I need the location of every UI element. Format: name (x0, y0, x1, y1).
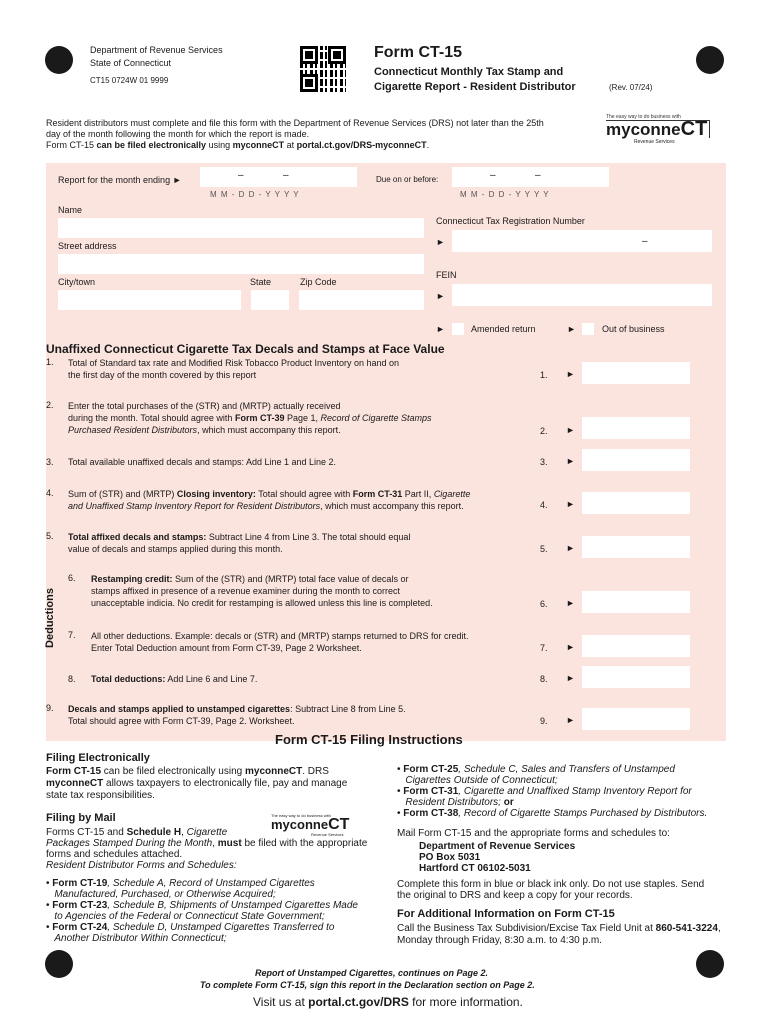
revision-date: (Rev. 07/24) (609, 83, 653, 92)
line-3-number: 3. (46, 457, 54, 467)
intro-line3: Form CT-15 can be filed electronically using myconneCT at portal.ct.gov/DRS-myconneCT. (46, 140, 430, 150)
line-1-number: 1. (46, 357, 54, 367)
line-3-text: Total available unaffixed decals and stamps: Add Line 1 and Line 2. (68, 457, 337, 467)
month-date-format: M M - D D - Y Y Y Y (210, 190, 300, 199)
line-7-ref: 7. (540, 643, 548, 653)
filing-electronically-heading: Filing Electronically (46, 752, 150, 764)
due-date-format: M M - D D - Y Y Y Y (460, 190, 550, 199)
line-7-number: 7. (68, 630, 76, 640)
line-5-ref: 5. (540, 544, 548, 554)
line-1-ref: 1. (540, 370, 548, 380)
myconnect-logo-small: The easy way to do business with myconneCT Revenue Services (271, 813, 350, 837)
left-schedule-list (46, 878, 376, 944)
footer-visit: Visit us at portal.ct.gov/DRS for more information. (253, 995, 523, 1009)
line-4-number: 4. (46, 488, 54, 498)
amended-arrow: ► (436, 324, 445, 334)
state-field[interactable] (251, 290, 289, 310)
amended-return-checkbox[interactable] (452, 323, 464, 335)
qr-code (300, 46, 346, 92)
fein-label: FEIN (436, 270, 457, 280)
line-5-amount[interactable] (582, 536, 690, 558)
line-6-arrow: ► (566, 598, 575, 608)
line-1-amount[interactable] (582, 362, 690, 384)
form-subtitle-line2: Cigarette Report - Resident Distributor (374, 81, 576, 93)
list-item: • Form CT-25, Schedule C, Sales and Transfers of Unstamped Cigarettes Outside of Connecticut; (397, 764, 675, 786)
out-of-business-arrow: ► (567, 324, 576, 334)
name-field[interactable] (58, 218, 424, 238)
intro-line2: day of the month following the month for which the report is made. (46, 129, 310, 139)
line-7-arrow: ► (566, 642, 575, 652)
month-label: Report for the month ending ► (58, 175, 182, 185)
line-4-amount[interactable] (582, 492, 690, 514)
tax-registration-arrow: ► (436, 237, 445, 247)
street-field[interactable] (58, 254, 424, 274)
form-title: Form CT-15 (374, 44, 463, 61)
portal-link[interactable]: portal.ct.gov/DRS-myconneCT (296, 140, 427, 150)
line-9-number: 9. (46, 703, 54, 713)
line-8-arrow: ► (566, 673, 575, 683)
line-6-text: Restamping credit: Sum of the (STR) and (MRTP) total face value of decals or stamps affixed in presence of a revenue examiner during the month to correct unacceptable indicia. No credit for restamping is allowed unless this line is completed. (91, 574, 433, 608)
line-7-text: All other deductions. Example: decals or (STR) and (MRTP) stamps returned to DRS for credit. Enter Total Deduction amount from Form CT-39, Page 2 Worksheet. (91, 631, 469, 653)
out-of-business-label: Out of business (602, 324, 665, 334)
line-2-amount[interactable] (582, 417, 690, 439)
mailing-address: Department of Revenue Services PO Box 5031 Hartford CT 06102-5031 (419, 841, 576, 874)
line-4-arrow: ► (566, 499, 575, 509)
zip-field[interactable] (299, 290, 424, 310)
tax-registration-field[interactable]: – (452, 230, 712, 252)
line-8-text: Total deductions: Add Line 6 and Line 7. (91, 674, 258, 684)
month-ending-field[interactable]: – – (200, 167, 357, 187)
myconnect-logo: The easy way to do business with myconneCT Revenue Services (606, 114, 726, 148)
line-6-number: 6. (68, 573, 76, 583)
filing-by-mail-heading: Filing by Mail (46, 812, 116, 824)
amended-return-label: Amended return (471, 324, 536, 334)
intro-line1: Resident distributors must complete and file this form with the Department of Revenue Services (DRS) not later than the 25th (46, 118, 544, 128)
line-2-number: 2. (46, 400, 54, 410)
list-item: • Form CT-24, Schedule D, Unstamped Cigarettes Transferred to Another Distributor Within Connecticut; (46, 922, 335, 944)
registration-mark-bottom-left (45, 950, 73, 978)
list-item: • Form CT-23, Schedule B, Shipments of Unstamped Cigarettes Made to Agencies of the Federal or Connecticut State Government; (46, 900, 358, 922)
instructions-title: Form CT-15 Filing Instructions (275, 732, 463, 747)
mail-to-text: Mail Form CT-15 and the appropriate forms and schedules to: (397, 828, 670, 839)
line-8-number: 8. (68, 674, 76, 684)
registration-mark-top-right (696, 46, 724, 74)
line-3-ref: 3. (540, 457, 548, 467)
tax-registration-label: Connecticut Tax Registration Number (436, 216, 585, 226)
line-9-amount[interactable] (582, 708, 690, 730)
line-2-text: Enter the total purchases of the (STR) and (MRTP) actually received during the month. Total should agree with Form CT-39 Page 1, Record of Cigarette Stamps Purchased Resident Distributors, which must accompany this report. (68, 401, 432, 435)
list-item: • Form CT-19, Schedule A, Record of Unstamped Cigarettes Manufactured, Purchased, or Otherwise Acquired; (46, 878, 315, 900)
list-item: • Form CT-38, Record of Cigarette Stamps Purchased by Distributors. (397, 808, 708, 819)
street-label: Street address (58, 241, 117, 251)
state-label: State (250, 277, 272, 287)
deductions-label: Deductions (44, 588, 56, 648)
form-subtitle-line1: Connecticut Monthly Tax Stamp and (374, 66, 564, 78)
fein-field[interactable] (452, 284, 712, 306)
line-5-number: 5. (46, 531, 54, 541)
out-of-business-checkbox[interactable] (582, 323, 594, 335)
line-8-ref: 8. (540, 674, 548, 684)
line-6-ref: 6. (540, 599, 548, 609)
additional-info-heading: For Additional Information on Form CT-15 (397, 908, 615, 920)
line-1-arrow: ► (566, 369, 575, 379)
state-name: State of Connecticut (90, 58, 172, 68)
line-5-text: Total affixed decals and stamps: Subtract Line 4 from Line 3. The total should equal value of decals and stamps applied during this month. (68, 532, 411, 554)
section-title: Unaffixed Connecticut Cigarette Tax Decals and Stamps at Face Value (46, 342, 445, 356)
ink-instructions: Complete this form in blue or black ink only. Do not use staples. Send the original to DRS and keep a copy for your records. (397, 879, 705, 901)
registration-mark-bottom-right (696, 950, 724, 978)
line-5-arrow: ► (566, 543, 575, 553)
footer-portal-link[interactable]: portal.ct.gov/DRS (308, 995, 409, 1009)
line-9-ref: 9. (540, 716, 548, 726)
line-1-text: Total of Standard tax rate and Modified Risk Tobacco Product Inventory on hand on the first day of the month covered by this report (68, 358, 400, 380)
due-date-field[interactable]: – – (452, 167, 609, 187)
due-date-label: Due on or before: (376, 175, 439, 184)
line-4-text: Sum of (STR) and (MRTP) Closing inventory: Total should agree with Form CT-31 Part II, Cigarette and Unaffixed Stamp Inventory Report for Resident Distributors, which must accompany this report. (68, 489, 471, 511)
line-9-text: Decals and stamps applied to unstamped cigarettes: Subtract Line 8 from Line 5. Total should agree with Form CT-39, Page 2. Worksheet. (68, 704, 406, 726)
line-3-arrow: ► (566, 456, 575, 466)
fein-arrow: ► (436, 291, 445, 301)
city-label: City/town (58, 277, 96, 287)
line-3-amount[interactable] (582, 449, 690, 471)
line-4-ref: 4. (540, 500, 548, 510)
registration-mark-top-left (45, 46, 73, 74)
city-field[interactable] (58, 290, 241, 310)
form-code: CT15 0724W 01 9999 (90, 76, 169, 85)
zip-label: Zip Code (300, 277, 337, 287)
line-6-amount[interactable] (582, 591, 690, 613)
line-2-arrow: ► (566, 425, 575, 435)
line-7-amount[interactable] (582, 635, 690, 657)
additional-info-text: Call the Business Tax Subdivision/Excise Tax Field Unit at 860-541-3224, Monday through Friday, 8:30 a.m. to 4:30 p.m. (397, 923, 721, 946)
line-2-ref: 2. (540, 426, 548, 436)
footer-continues: Report of Unstamped Cigarettes, continues on Page 2. (255, 968, 489, 978)
filing-electronically-text: Form CT-15 can be filed electronically using myconneCT. DRS myconneCT allows taxpayers to electronically file, pay and manage state tax responsibilities. (46, 766, 348, 801)
footer-sign-note: To complete Form CT-15, sign this report in the Declaration section on Page 2. (200, 980, 535, 990)
department-name: Department of Revenue Services (90, 45, 223, 55)
right-schedule-list (397, 764, 727, 819)
filing-by-mail-text: Forms CT-15 and Schedule H, Cigarette Packages Stamped During the Month, must be filed with the appropriate forms and schedules attached. Resident Distributor Forms and Schedules: (46, 827, 368, 871)
name-label: Name (58, 205, 83, 215)
line-9-arrow: ► (566, 715, 575, 725)
list-item: • Form CT-31, Cigarette and Unaffixed Stamp Inventory Report for Resident Distributors; or (397, 786, 692, 808)
line-8-amount[interactable] (582, 666, 690, 688)
